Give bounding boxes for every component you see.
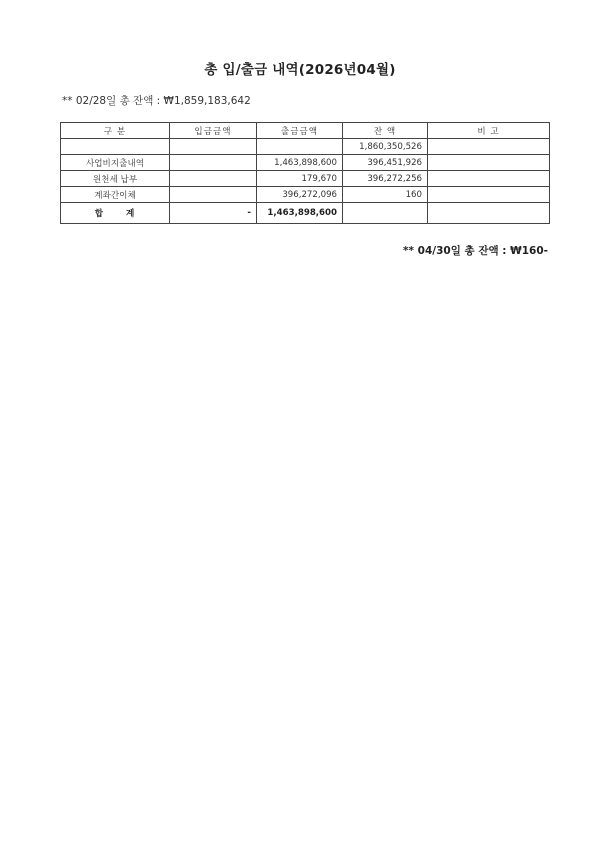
document-title: 총 입/출금 내역(2026년04월) xyxy=(204,62,396,78)
closing-balance: ** 04/30일 총 잔액 : ₩160- xyxy=(403,245,548,257)
row-balance: 396,451,926 xyxy=(343,155,428,171)
header-note: 비 고 xyxy=(428,123,550,139)
row-category: 계좌간이체 xyxy=(61,187,170,203)
total-label: 합 계 xyxy=(61,203,170,224)
row-note xyxy=(428,139,550,155)
row-balance: 1,860,350,526 xyxy=(343,139,428,155)
row-category: 원천세 납부 xyxy=(61,171,170,187)
row-note xyxy=(428,155,550,171)
row-category xyxy=(61,139,170,155)
row-deposit xyxy=(170,187,257,203)
table-row xyxy=(61,171,550,187)
row-deposit xyxy=(170,139,257,155)
row-withdrawal xyxy=(257,139,343,155)
row-withdrawal: 1,463,898,600 xyxy=(257,155,343,171)
table-row xyxy=(61,155,550,171)
total-deposit: - xyxy=(170,203,257,224)
row-withdrawal: 396,272,096 xyxy=(257,187,343,203)
header-category: 구 분 xyxy=(61,123,170,139)
row-balance: 160 xyxy=(343,187,428,203)
table-header-row xyxy=(61,123,550,139)
table-row xyxy=(61,187,550,203)
row-note xyxy=(428,171,550,187)
total-note xyxy=(428,203,550,224)
header-withdrawal: 출금금액 xyxy=(257,123,343,139)
row-note xyxy=(428,187,550,203)
header-deposit: 입금금액 xyxy=(170,123,257,139)
table-total-row xyxy=(61,203,550,224)
row-withdrawal: 179,670 xyxy=(257,171,343,187)
header-balance: 잔 액 xyxy=(343,123,428,139)
table-row xyxy=(61,139,550,155)
row-deposit xyxy=(170,155,257,171)
row-deposit xyxy=(170,171,257,187)
total-withdrawal: 1,463,898,600 xyxy=(257,203,343,224)
total-balance xyxy=(343,203,428,224)
opening-balance: ** 02/28일 총 잔액 : ₩1,859,183,642 xyxy=(62,95,251,107)
row-category: 사업비지출내역 xyxy=(61,155,170,171)
transaction-table xyxy=(60,122,550,224)
row-balance: 396,272,256 xyxy=(343,171,428,187)
